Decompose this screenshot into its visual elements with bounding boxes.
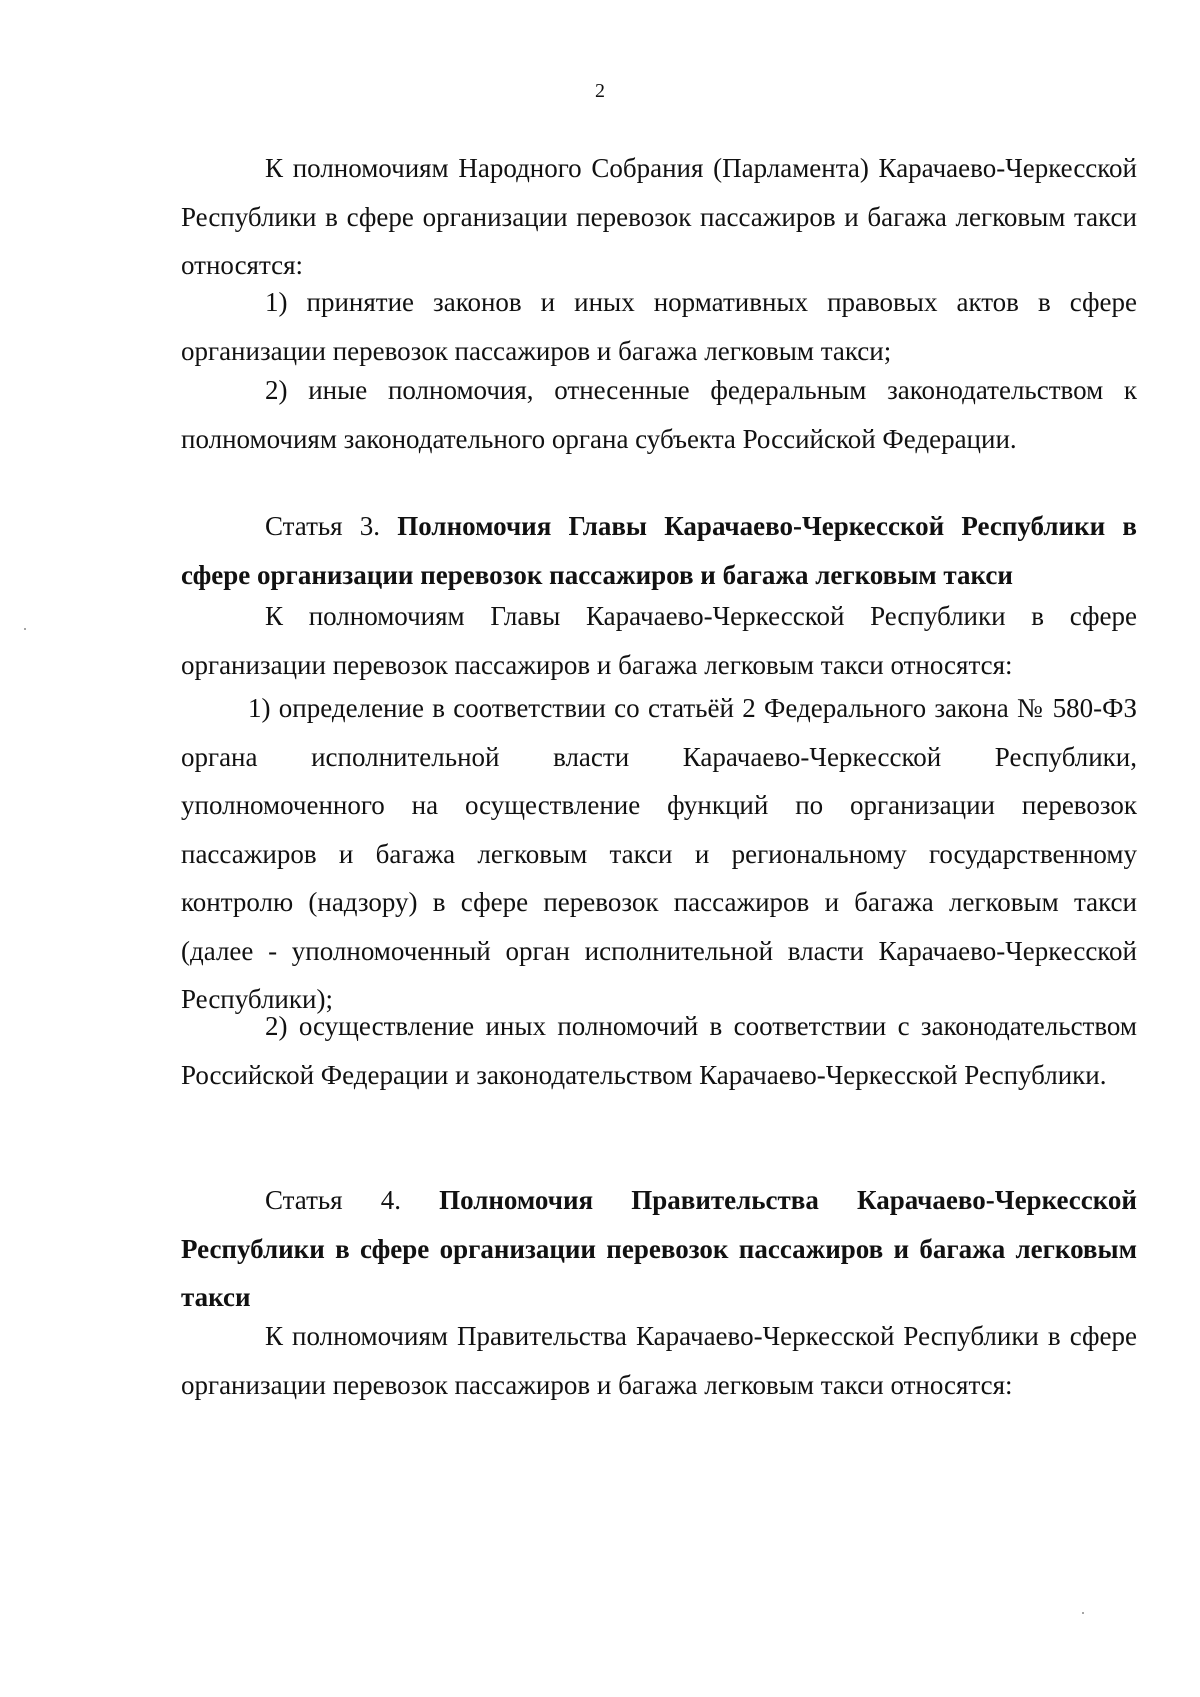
scan-artifact bbox=[24, 628, 26, 630]
article-3-heading bbox=[181, 502, 1137, 599]
article-4-heading bbox=[181, 1176, 1137, 1322]
page-number: 2 bbox=[595, 80, 605, 102]
scan-artifact bbox=[1082, 1612, 1084, 1614]
paragraph-head-item-1: 1) определение в соответствии со статьёй 2 Федерального закона № 580-ФЗ органа исполнительной власти Карачаево-Черкесской Республики, уполномоченного на осуществление функций по организации перевозок пассажиров и багажа легковым такси и региональному государственному контролю (надзору) в сфере перевозок пассажиров и багажа легковым такси (далее - уполномоченный орган исполнительной власти Карачаево-Черкесской Республики); bbox=[181, 693, 1137, 1014]
article-3-title: Полномочия Главы Карачаево-Черкесской Республики в сфере организации перевозок пассажиров и багажа легковым такси bbox=[181, 511, 1137, 590]
paragraph-parliament-powers: К полномочиям Народного Собрания (Парламента) Карачаево-Черкесской Республики в сфере организации перевозок пассажиров и багажа легковым такси относятся: bbox=[181, 153, 1137, 280]
paragraph-government-powers: К полномочиям Правительства Карачаево-Черкесской Республики в сфере организации перевозок пассажиров и багажа легковым такси относятся: bbox=[181, 1321, 1137, 1400]
paragraph-item-1-laws: 1) принятие законов и иных нормативных правовых актов в сфере организации перевозок пассажиров и багажа легковым такси; bbox=[181, 287, 1137, 366]
article-3-prefix: Статья 3. bbox=[265, 511, 398, 541]
article-4-prefix: Статья 4. bbox=[265, 1185, 440, 1215]
paragraph-item-2-other-powers: 2) иные полномочия, отнесенные федеральным законодательством к полномочиям законодательного органа субъекта Российской Федерации. bbox=[181, 375, 1137, 454]
paragraph-head-item-2: 2) осуществление иных полномочий в соответствии с законодательством Российской Федерации и законодательством Карачаево-Черкесской Республики. bbox=[181, 1011, 1137, 1090]
paragraph-head-powers: К полномочиям Главы Карачаево-Черкесской Республики в сфере организации перевозок пассажиров и багажа легковым такси относятся: bbox=[181, 601, 1137, 680]
article-4-title: Полномочия Правительства Карачаево-Черкесской Республики в сфере организации перевозок пассажиров и багажа легковым такси bbox=[181, 1185, 1137, 1312]
